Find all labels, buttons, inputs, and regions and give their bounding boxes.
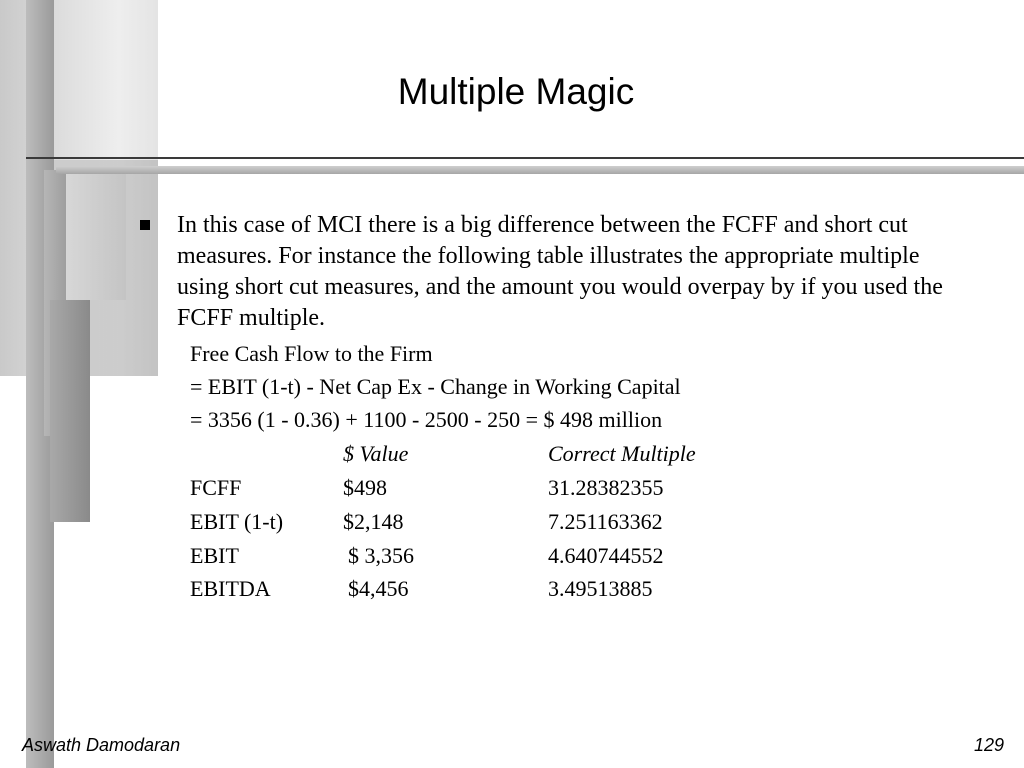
row-value: $ 3,356 [348, 543, 414, 568]
row-label: EBIT [190, 543, 239, 568]
row-label: FCFF [190, 475, 242, 500]
row-multiple: 4.640744552 [548, 543, 664, 568]
row-value: $4,456 [348, 576, 409, 601]
row-multiple: 7.251163362 [548, 509, 663, 534]
decor-bar-5 [66, 172, 126, 300]
table-header-row [0, 441, 1024, 469]
row-value: $2,148 [343, 509, 404, 534]
row-label: EBITDA [190, 576, 271, 601]
table-row [0, 576, 1024, 604]
header-value: $ Value [343, 441, 409, 466]
row-label: EBIT (1-t) [190, 509, 284, 534]
formula-line-3: = 3356 (1 - 0.36) + 1100 - 2500 - 250 = $ 498 million [190, 407, 663, 432]
slide-title: Multiple Magic [397, 71, 635, 112]
formula-line-1: Free Cash Flow to the Firm [190, 341, 433, 366]
bullet-square-icon [140, 220, 150, 230]
row-multiple: 3.49513885 [548, 576, 653, 601]
footer-author: Aswath Damodaran [22, 735, 181, 755]
header-multiple: Correct Multiple [548, 441, 696, 466]
formula-line-2: = EBIT (1-t) - Net Cap Ex - Change in Working Capital [190, 374, 681, 399]
row-multiple: 31.28382355 [548, 475, 664, 500]
bullet-text: In this case of MCI there is a big difference between the FCFF and short cut measures. For instance the following table illustrates the appropriate multiple using short cut measures, and the amount you would overpay by if you used the FCFF multiple. [177, 212, 943, 331]
row-value: $498 [343, 475, 387, 500]
footer-page-number: 129 [973, 735, 1004, 755]
table-row [0, 475, 1024, 503]
title-rule-shadow [56, 166, 1024, 174]
title-rule [26, 157, 1024, 159]
table-row [0, 509, 1024, 537]
table-row [0, 543, 1024, 571]
